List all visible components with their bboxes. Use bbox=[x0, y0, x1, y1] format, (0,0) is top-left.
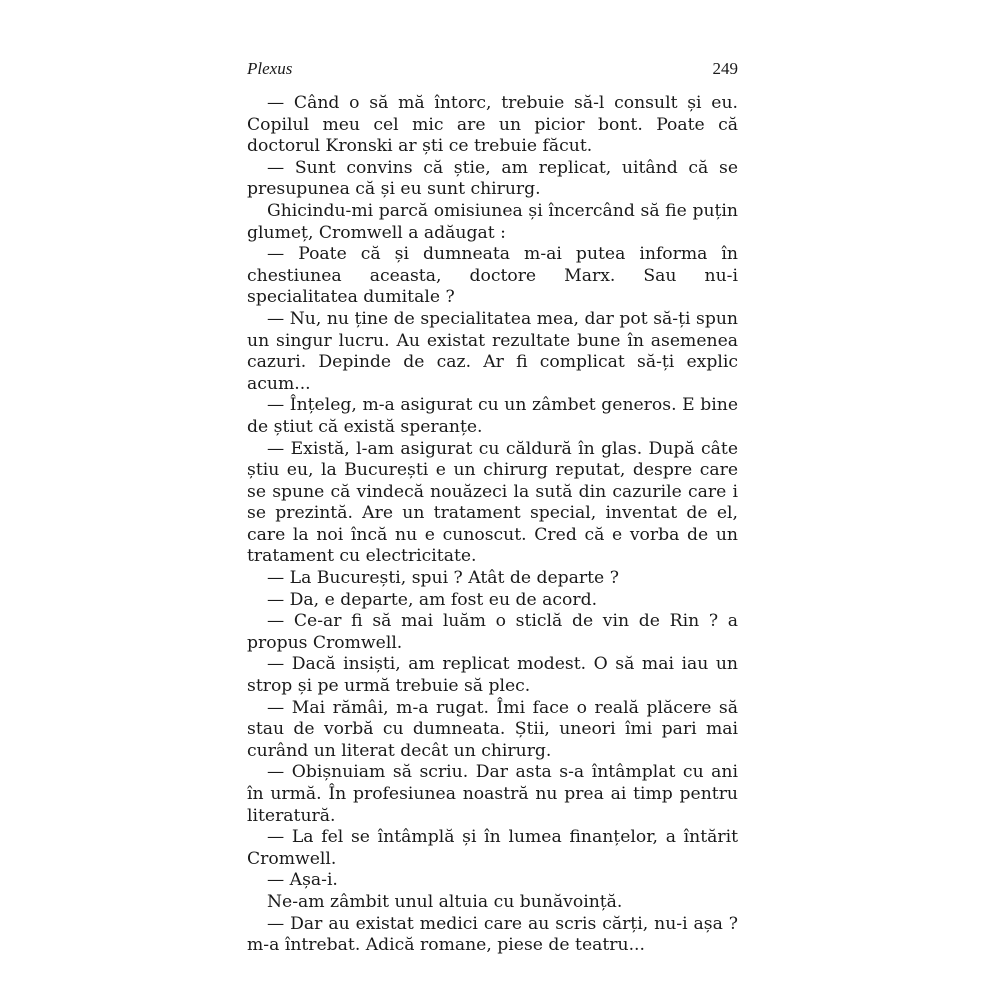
page-number: 249 bbox=[712, 59, 738, 78]
paragraph: — Poate că și dumneata m-ai putea informa în chestiunea aceasta, doctore Marx. Sau nu-i specialitatea dumitale ? bbox=[247, 244, 738, 308]
paragraph: — La București, spui ? Atât de departe ? bbox=[267, 568, 619, 589]
page-body bbox=[247, 93, 738, 957]
paragraph: — Dar au existat medici care au scris cărți, nu-i așa ? m-a întrebat. Adică romane, piese de teatru... bbox=[247, 913, 738, 956]
paragraph: — Există, l-am asigurat cu căldură în glas. După câte știu eu, la București e un chirurg reputat, despre care se spune că vindecă nouăzeci la sută din cazurile care i se prezintă. Are un tratament special, inventat de el, care la noi încă nu e cunoscut. Cred că e vorba de un tratament cu electricitate. bbox=[247, 438, 738, 567]
paragraph: — La fel se întâmplă și în lumea finanțelor, a întărit Cromwell. bbox=[247, 827, 738, 869]
book-page bbox=[247, 54, 738, 957]
paragraph: Ne-am zâmbit unul altuia cu bunăvoință. bbox=[267, 891, 623, 912]
paragraph: Ghicindu-mi parcă omisiunea și încercând să fie puțin glumeț, Cromwell a adăugat : bbox=[247, 200, 738, 243]
paragraph: — Când o să mă întorc, trebuie să-l consult și eu. Copilul meu cel mic are un picior bont. Poate că doctorul Kronski ar ști ce trebuie făcut. bbox=[247, 93, 738, 157]
paragraph: — Dacă insiști, am replicat modest. O să mai iau un strop și pe urmă trebuie să plec. bbox=[247, 654, 738, 697]
page-header bbox=[247, 54, 738, 84]
running-title: Plexus bbox=[247, 59, 293, 78]
paragraph: — Mai rămâi, m-a rugat. Îmi face o reală plăcere să stau de vorbă cu dumneata. Știi, uneori îmi pari mai curând un literat decât un chirurg. bbox=[247, 697, 738, 761]
paragraph: — Sunt convins că știe, am replicat, uitând că se presupunea că și eu sunt chirurg. bbox=[247, 157, 738, 200]
paragraph: — Nu, nu ține de specialitatea mea, dar pot să-ți spun un singur lucru. Au existat rezultate bune în asemenea cazuri. Depinde de caz. Ar fi complicat să-ți explic acum... bbox=[247, 308, 738, 394]
paragraph: — Obișnuiam să scriu. Dar asta s-a întâmplat cu ani în urmă. În profesiunea noastră nu prea ai timp pentru literatură. bbox=[247, 762, 738, 826]
paragraph: — Înțeleg, m-a asigurat cu un zâmbet generos. E bine de știut că există speranțe. bbox=[247, 395, 738, 437]
paragraph: — Ce-ar fi să mai luăm o sticlă de vin de Rin ? a propus Cromwell. bbox=[247, 611, 738, 653]
paragraph: — Așa-i. bbox=[267, 870, 338, 891]
paragraph: — Da, e departe, am fost eu de acord. bbox=[267, 589, 598, 610]
